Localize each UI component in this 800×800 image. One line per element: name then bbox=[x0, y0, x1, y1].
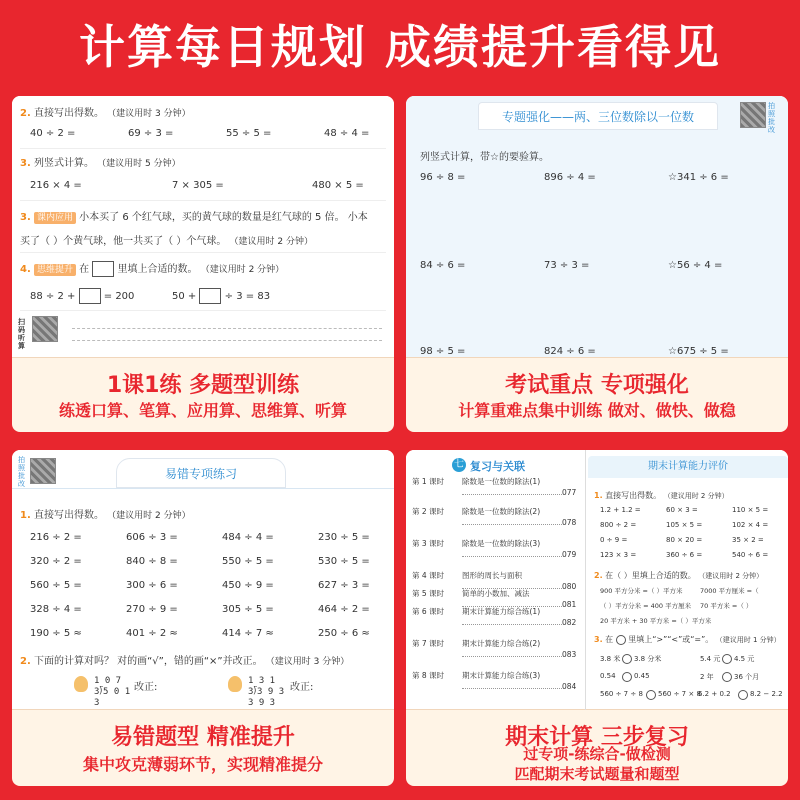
calc-line: 3⟌3 9 3 bbox=[248, 687, 285, 697]
bear-icon bbox=[74, 676, 88, 692]
circle-icon bbox=[722, 654, 732, 664]
problem: 60 × 3 = bbox=[666, 506, 698, 514]
lesson-label: 第 2 课时 bbox=[412, 507, 445, 516]
lesson-page: 081 bbox=[562, 600, 577, 609]
problem: 800 ÷ 2 = bbox=[600, 521, 637, 529]
problem: 1.2 + 1.2 = bbox=[600, 506, 641, 514]
question-text: 买了（ ）个黄气球，他一共买了（ ）个气球。 bbox=[20, 236, 227, 247]
problem: 216 ÷ 2 = bbox=[30, 532, 82, 543]
equation-left: 88 ÷ 2 + bbox=[30, 291, 76, 302]
compare-left: 560 ÷ 7 ÷ 8 bbox=[600, 690, 643, 698]
question-number: 1. bbox=[594, 491, 603, 500]
question-number: 2. bbox=[20, 656, 31, 667]
compare-right: 4.5 元 bbox=[734, 655, 755, 663]
divider bbox=[20, 200, 386, 201]
lesson-label: 第 3 课时 bbox=[412, 539, 445, 548]
dotted-leader bbox=[462, 624, 562, 625]
compare-left: 3.8 米 bbox=[600, 655, 621, 663]
problem: 560 ÷ 5 = bbox=[30, 580, 82, 591]
caption-title: 易错题型 精准提升 bbox=[111, 725, 295, 750]
fill-item: 70 平方米 =（ ） bbox=[700, 602, 753, 610]
lesson-label: 第 7 课时 bbox=[412, 639, 445, 648]
lesson-page: 079 bbox=[562, 550, 577, 559]
divider bbox=[20, 252, 386, 253]
problem: 84 ÷ 6 = bbox=[420, 260, 466, 271]
lesson-title: 期末计算能力综合练(2) bbox=[462, 639, 541, 648]
calc-line: 3 bbox=[94, 698, 100, 708]
circle-icon bbox=[622, 672, 632, 682]
question-text: 下面的计算对吗？ 对的画“√”，错的画“×”并改正。 bbox=[33, 656, 263, 667]
question-number: 1. bbox=[20, 510, 31, 521]
lesson-title: 简单的小数加、减法 bbox=[462, 589, 530, 598]
problem: 55 ÷ 5 = bbox=[226, 128, 272, 139]
caption-title: 1课1练 多题型训练 bbox=[106, 373, 300, 398]
worksheet-preview bbox=[406, 96, 788, 358]
problem: 96 ÷ 8 = bbox=[420, 172, 466, 183]
bear-icon bbox=[228, 676, 242, 692]
problem: ☆675 ÷ 5 = bbox=[668, 346, 729, 357]
lesson-title: 除数是一位数的除法(1) bbox=[462, 477, 541, 486]
qr-label: 拍照批改 bbox=[18, 456, 25, 488]
compare-left: 0.54 bbox=[600, 672, 616, 680]
lesson-title: 期末计算能力综合练(3) bbox=[462, 671, 541, 680]
time-hint: （建议用时 1 分钟） bbox=[715, 636, 781, 644]
fill-item: 20 平方米 + 30 平方米 =（ ）平方米 bbox=[600, 617, 712, 625]
problem: 328 ÷ 4 = bbox=[30, 604, 82, 615]
equation-right: = 200 bbox=[103, 291, 135, 302]
problem: 216 × 4 = bbox=[30, 180, 82, 191]
chapter-badge: 七 bbox=[454, 459, 464, 470]
problem: 606 ÷ 3 = bbox=[126, 532, 178, 543]
worksheet-preview bbox=[12, 450, 394, 710]
problem: 69 ÷ 3 = bbox=[128, 128, 174, 139]
problem: 824 ÷ 6 = bbox=[544, 346, 596, 357]
fill-item: （ ）平方分米 = 400 平方厘米 bbox=[600, 602, 692, 610]
dotted-leader bbox=[462, 524, 562, 525]
problem: 300 ÷ 6 = bbox=[126, 580, 178, 591]
dotted-leader bbox=[462, 494, 562, 495]
divider bbox=[12, 488, 394, 489]
lesson-label: 第 6 课时 bbox=[412, 607, 445, 616]
dotted-leader bbox=[462, 688, 562, 689]
compare-right: 560 ÷ 7 × 8 bbox=[658, 690, 701, 698]
problem: 484 ÷ 4 = bbox=[222, 532, 274, 543]
lesson-label: 第 5 课时 bbox=[412, 589, 445, 598]
time-hint: （建议用时 2 分钟） bbox=[200, 265, 285, 275]
lesson-label: 第 8 课时 bbox=[412, 671, 445, 680]
problem: 450 ÷ 9 = bbox=[222, 580, 274, 591]
question-text: 直接写出得数。 bbox=[33, 108, 104, 119]
problem: 464 ÷ 2 = bbox=[318, 604, 370, 615]
equation-left: 50 + bbox=[172, 291, 197, 302]
problem: 73 ÷ 3 = bbox=[544, 260, 590, 271]
question-number: 2. bbox=[594, 571, 603, 580]
problem: 320 ÷ 2 = bbox=[30, 556, 82, 567]
compare-right: 3.8 分米 bbox=[634, 655, 662, 663]
calc-line: 1 3 1 bbox=[248, 676, 276, 686]
problem: 7 × 305 = bbox=[172, 180, 224, 191]
problem: 896 ÷ 4 = bbox=[544, 172, 596, 183]
answer-box bbox=[79, 288, 101, 304]
problem: 98 ÷ 5 = bbox=[420, 346, 466, 357]
problem: ☆341 ÷ 6 = bbox=[668, 172, 729, 183]
question-number: 2. bbox=[20, 108, 31, 119]
problem: 627 ÷ 3 = bbox=[318, 580, 370, 591]
fix-label: 改正: bbox=[134, 682, 158, 693]
lesson-label: 第 1 课时 bbox=[412, 477, 445, 486]
problem: 0 ÷ 9 = bbox=[600, 536, 628, 544]
banner-header bbox=[0, 0, 800, 88]
problem: 250 ÷ 6 ≈ bbox=[318, 628, 370, 639]
divider bbox=[20, 148, 386, 149]
problem: 550 ÷ 5 = bbox=[222, 556, 274, 567]
caption-title: 期末计算 三步复习 bbox=[505, 725, 689, 750]
question-text: 小本买了 6 个红气球，买的黄气球的数量是红气球的 5 倍。 小本 bbox=[79, 212, 368, 223]
caption-subtitle-line: 过专项-练综合-做检测 bbox=[523, 745, 671, 763]
compare-left: 2 年 bbox=[700, 673, 714, 681]
time-hint: （建议用时 2 分钟） bbox=[698, 572, 764, 580]
caption-subtitle: 练透口算、笔算、应用算、思维算、听算 bbox=[58, 401, 347, 420]
lesson-label: 第 4 课时 bbox=[412, 571, 445, 580]
qr-code-icon bbox=[32, 316, 58, 342]
compare-left: 5.4 元 bbox=[700, 655, 721, 663]
problem: 360 ÷ 6 = bbox=[666, 551, 703, 559]
circle-icon bbox=[738, 690, 748, 700]
problem: 305 ÷ 5 = bbox=[222, 604, 274, 615]
question-text: 在 bbox=[79, 264, 90, 275]
time-hint: （建议用时 2 分钟） bbox=[229, 237, 313, 247]
dotted-leader bbox=[462, 556, 562, 557]
problem: ☆56 ÷ 4 = bbox=[668, 260, 723, 271]
compare-right: 36 个月 bbox=[734, 673, 760, 681]
time-hint: （建议用时 2 分钟） bbox=[107, 511, 191, 521]
question-number: 3. bbox=[20, 212, 31, 223]
qr-label: 扫码听算 bbox=[18, 318, 25, 350]
problem: 102 × 4 = bbox=[732, 521, 769, 529]
problem: 540 ÷ 6 = bbox=[732, 551, 769, 559]
question-text: 里填上合适的数。 bbox=[117, 264, 198, 275]
banner-title: 计算每日规划 成绩提升看得见 bbox=[78, 20, 721, 74]
section-title: 专题强化——两、三位数除以一位数 bbox=[478, 102, 718, 130]
fix-label: 改正: bbox=[290, 682, 314, 693]
calc-line: 3 9 3 bbox=[248, 698, 276, 708]
lesson-title: 图形的周长与面积 bbox=[462, 571, 522, 580]
problem: 414 ÷ 7 ≈ bbox=[222, 628, 274, 639]
tag-badge: 课内应用 bbox=[34, 212, 76, 224]
evaluation-column bbox=[588, 450, 788, 710]
question-number: 4. bbox=[20, 264, 31, 275]
problem: 840 ÷ 8 = bbox=[126, 556, 178, 567]
question-text: 直接写出得数。 bbox=[605, 491, 662, 500]
problem: 270 ÷ 9 = bbox=[126, 604, 178, 615]
equation-right: ÷ 3 = 83 bbox=[224, 291, 271, 302]
time-hint: （建议用时 5 分钟） bbox=[97, 159, 181, 169]
panel-key-topics bbox=[406, 96, 788, 432]
problem: 123 × 3 = bbox=[600, 551, 637, 559]
problem: 48 ÷ 4 = bbox=[324, 128, 370, 139]
time-hint: （建议用时 2 分钟） bbox=[663, 492, 729, 500]
problem: 190 ÷ 5 ≈ bbox=[30, 628, 82, 639]
problem: 401 ÷ 2 ≈ bbox=[126, 628, 178, 639]
question-text: 在（ ）里填上合适的数。 bbox=[605, 571, 696, 580]
question-text: 列竖式计算。 bbox=[33, 158, 94, 169]
contents-title: 复习与关联 bbox=[470, 460, 525, 473]
lesson-title: 除数是一位数的除法(3) bbox=[462, 539, 541, 548]
compare-right: 0.45 bbox=[634, 672, 650, 680]
qr-code-icon bbox=[30, 458, 56, 484]
divider bbox=[20, 310, 386, 311]
dotted-leader bbox=[462, 656, 562, 657]
circle-icon bbox=[722, 672, 732, 682]
lesson-title: 除数是一位数的除法(2) bbox=[462, 507, 541, 516]
caption-subtitle: 集中攻克薄弱环节，实现精准提分 bbox=[82, 755, 323, 774]
question-number: 3. bbox=[20, 158, 31, 169]
problem: 110 × 5 = bbox=[732, 506, 769, 514]
dotted-line bbox=[72, 328, 382, 329]
section-title: 期末计算能力评价 bbox=[588, 456, 788, 478]
problem: 80 × 20 = bbox=[666, 536, 703, 544]
time-hint: （建议用时 3 分钟） bbox=[107, 109, 191, 119]
circle-icon bbox=[616, 635, 626, 645]
caption-title: 考试重点 专项强化 bbox=[505, 373, 689, 398]
section-title: 易错专项练习 bbox=[116, 458, 286, 488]
lesson-page: 080 bbox=[562, 582, 577, 591]
time-hint: （建议用时 3 分钟） bbox=[265, 657, 350, 667]
problem: 480 × 5 = bbox=[312, 180, 364, 191]
circle-icon bbox=[622, 654, 632, 664]
qr-code-icon bbox=[740, 102, 766, 128]
worksheet-preview bbox=[406, 450, 788, 710]
worksheet-preview bbox=[12, 96, 394, 358]
lesson-page: 083 bbox=[562, 650, 577, 659]
problem: 230 ÷ 5 = bbox=[318, 532, 370, 543]
question-text: 在 bbox=[605, 635, 614, 644]
lesson-page: 082 bbox=[562, 618, 577, 627]
tag-badge: 思维提升 bbox=[34, 264, 76, 276]
compare-right: 8.2 − 2.2 bbox=[750, 690, 783, 698]
compare-left: 6.2 + 0.2 bbox=[698, 690, 731, 698]
qr-label: 拍照批改 bbox=[768, 102, 775, 134]
panel-final-review bbox=[406, 450, 788, 786]
lesson-page: 078 bbox=[562, 518, 577, 527]
problem: 105 × 5 = bbox=[666, 521, 703, 529]
instruction: 列竖式计算，带☆的要验算。 bbox=[420, 152, 549, 163]
problem: 530 ÷ 5 = bbox=[318, 556, 370, 567]
lesson-title: 期末计算能力综合练(1) bbox=[462, 607, 541, 616]
lesson-page: 077 bbox=[562, 488, 577, 497]
answer-box bbox=[199, 288, 221, 304]
question-number: 3. bbox=[594, 635, 603, 644]
calc-line: 3⟌5 0 1 bbox=[94, 687, 131, 697]
fill-item: 900 平方分米 =（ ）平方米 bbox=[600, 587, 683, 595]
question-text: 里填上“>”“<”或“=”。 bbox=[628, 635, 714, 644]
circle-icon bbox=[646, 690, 656, 700]
panel-daily-practice bbox=[12, 96, 394, 432]
caption-subtitle: 计算重难点集中训练 做对、做快、做稳 bbox=[458, 401, 736, 420]
panel-error-prone bbox=[12, 450, 394, 786]
problem: 35 × 2 = bbox=[732, 536, 764, 544]
dotted-line bbox=[72, 340, 382, 341]
problem: 40 ÷ 2 = bbox=[30, 128, 76, 139]
fill-item: 7000 平方厘米 =（ bbox=[700, 587, 759, 595]
calc-line: 1 0 7 bbox=[94, 676, 122, 686]
lesson-page: 084 bbox=[562, 682, 577, 691]
question-text: 直接写出得数。 bbox=[33, 510, 104, 521]
caption-subtitle-line: 匹配期末考试题量和题型 bbox=[514, 765, 680, 783]
answer-box bbox=[92, 261, 114, 277]
contents-column bbox=[406, 450, 586, 710]
